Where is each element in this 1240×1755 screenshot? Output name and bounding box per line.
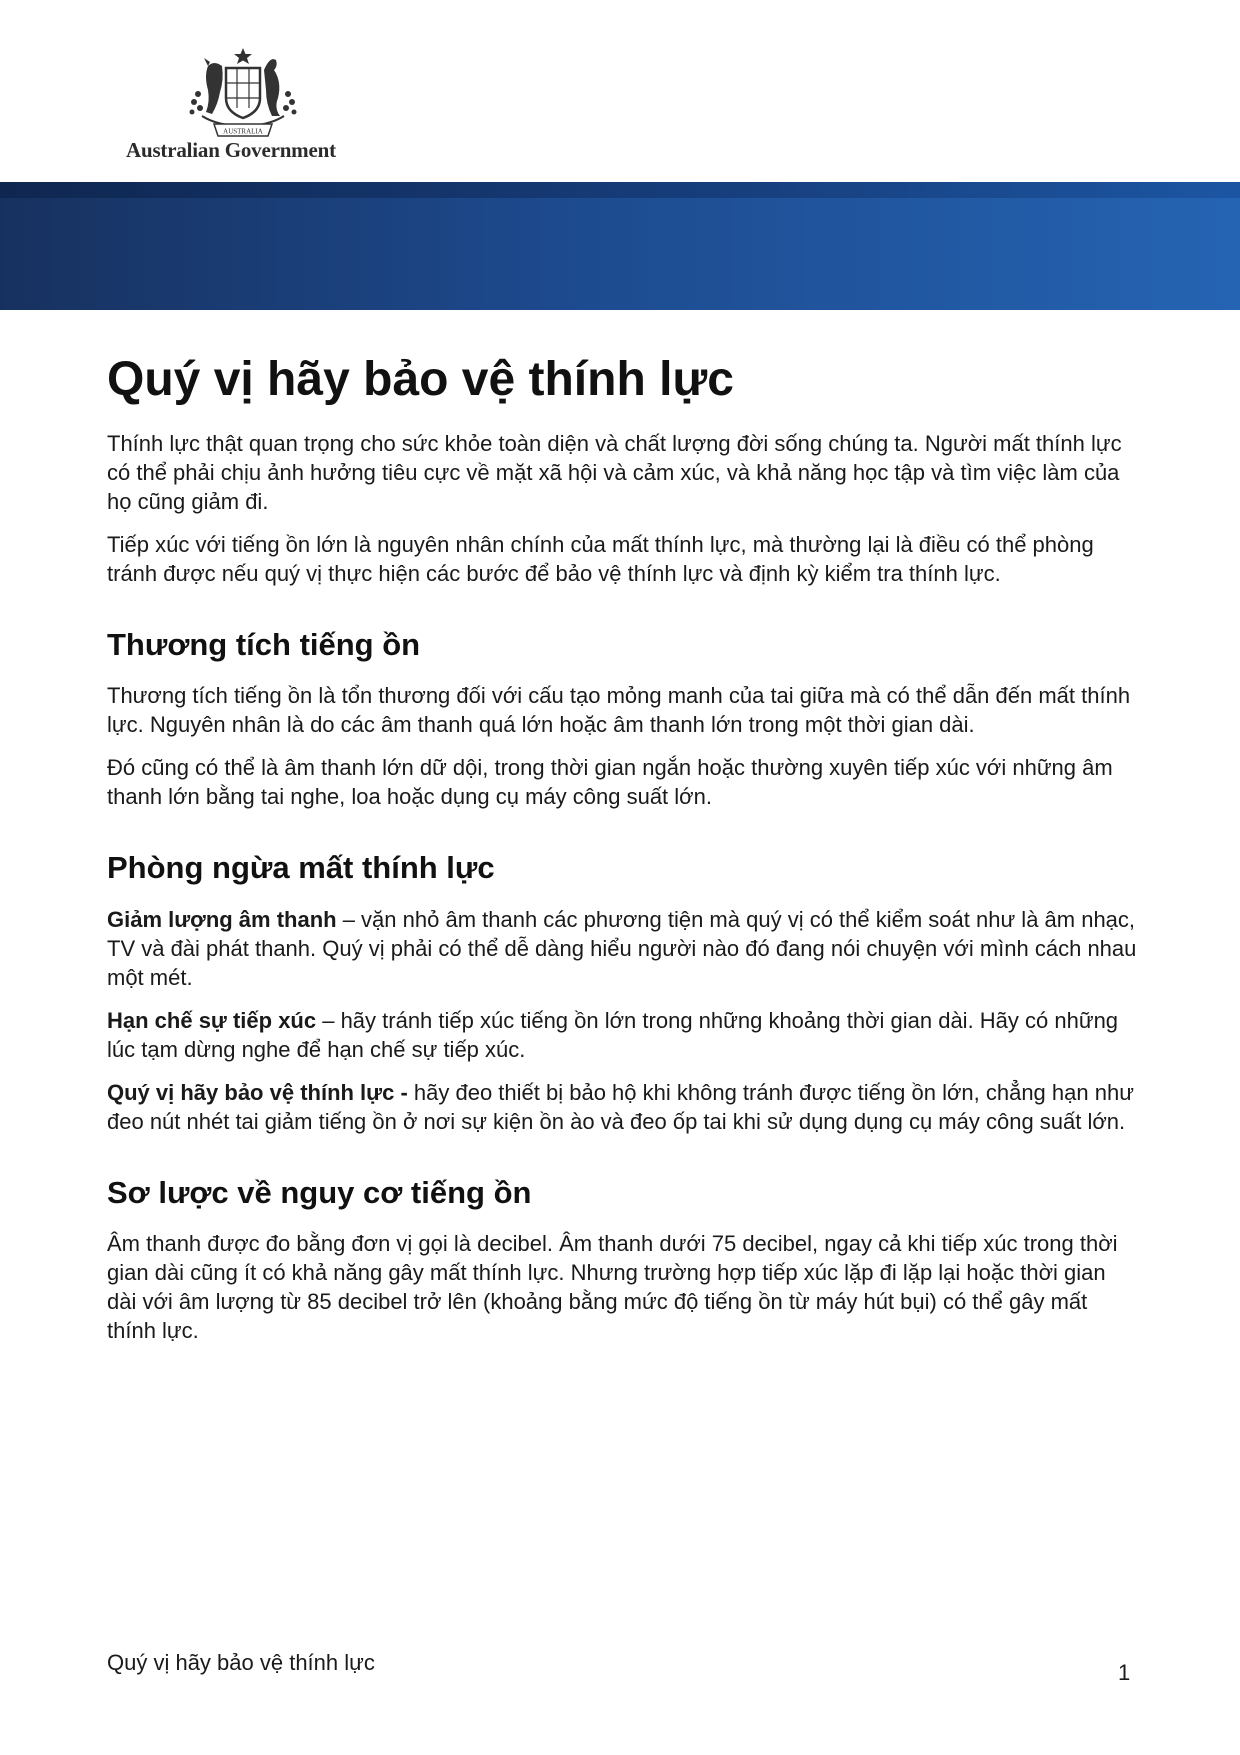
noise-risk-paragraph: Âm thanh được đo bằng đơn vị gọi là decibel. Âm thanh dưới 75 decibel, ngay cả khi tiếp xúc trong thời gian dài cũng ít có khả năng gây mất thính lực. Nhưng trường hợp tiếp xúc lặp đi lặp lại hoặc thời gian dài với âm lượng từ 85 decibel trở lên (khoảng bằng mức độ tiếng ồn từ máy hút bụi) có thể gây mất thính lực. [107,1230,1118,1343]
noise-injury-paragraph-1: Thương tích tiếng ồn là tổn thương đối với cấu tạo mỏng manh của tai giữa mà có thể dẫn đến mất thính lực. Nguyên nhân là do các âm thanh quá lớn hoặc âm thanh lớn trong một thời gian dài. [107,683,1131,738]
prevention-item [107,905,1137,992]
page-title: Quý vị hãy bảo vệ thính lực [107,353,734,406]
prevention-item [107,1006,1137,1064]
document-body [107,352,1137,1359]
section-heading-prevention: Phòng ngừa mất thính lực [107,850,495,886]
prevention-item-text: – hãy tránh tiếp xúc tiếng ồn lớn trong những khoảng thời gian dài. Hãy có những lúc tạm dừng nghe để hạn chế sự tiếp xúc. [107,1007,1119,1062]
header-banner-top-stripe [0,182,1240,198]
prevention-item-lead: Hạn chế sự tiếp xúc [107,1007,317,1033]
prevention-item-lead: Quý vị hãy bảo vệ thính lực - [107,1079,408,1105]
government-logo [120,38,360,168]
prevention-item-text: – vặn nhỏ âm thanh các phương tiện mà quý vị có thể kiểm soát như là âm nhạc, TV và đài phát thanh. Quý vị phải có thể dễ dàng hiểu người nào đó đang nói chuyện với mình cách nhau một mét. [107,906,1137,990]
page-number: 1 [1118,1660,1131,1685]
footer-document-title: Quý vị hãy bảo vệ thính lực [107,1650,375,1675]
government-name: Australian Government [126,138,336,162]
crest-motto: AUSTRALIA [223,127,263,136]
prevention-item-lead: Giảm lượng âm thanh [107,906,337,932]
intro-paragraph-1: Thính lực thật quan trọng cho sức khỏe toàn diện và chất lượng đời sống chúng ta. Người mất thính lực có thể phải chịu ảnh hưởng tiêu cực về mặt xã hội và cảm xúc, và khả năng học tập và tìm việc làm của họ cũng giảm đi. [107,431,1122,515]
header-banner [0,182,1240,310]
prevention-item [107,1078,1137,1136]
noise-injury-paragraph-2: Đó cũng có thể là âm thanh lớn dữ dội, trong thời gian ngắn hoặc thường xuyên tiếp xúc với những âm thanh lớn bằng tai nghe, loa hoặc dụng cụ máy công suất lớn. [107,755,1113,810]
prevention-item-text: hãy đeo thiết bị bảo hộ khi không tránh được tiếng ồn lớn, chẳng hạn như đeo nút nhét tai giảm tiếng ồn ở nơi sự kiện ồn ào và đeo ốp tai khi sử dụng dụng cụ máy công suất lớn. [107,1079,1134,1134]
coat-of-arms-icon [178,46,308,142]
intro-paragraph-2: Tiếp xúc với tiếng ồn lớn là nguyên nhân chính của mất thính lực, mà thường lại là điều có thể phòng tránh được nếu quý vị thực hiện các bước để bảo vệ thính lực và định kỳ kiểm tra thính lực. [107,532,1094,587]
section-heading-noise-risk: Sơ lược về nguy cơ tiếng ồn [107,1174,532,1210]
section-heading-noise-injury: Thương tích tiếng ồn [107,627,421,663]
